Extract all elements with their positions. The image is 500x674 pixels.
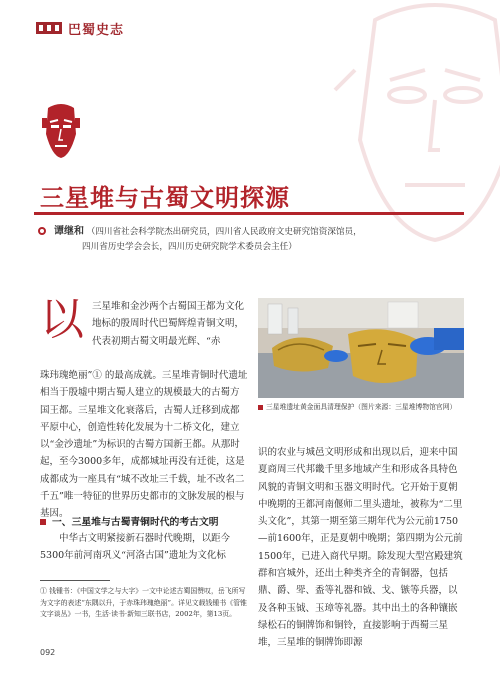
- section-heading-text: 一、三星堆与古蜀青铜时代的考古文明: [52, 517, 219, 528]
- section-heading: [40, 514, 219, 528]
- photo-caption: [258, 402, 464, 412]
- page-number: 092: [40, 648, 56, 657]
- author-affiliation-line1: （四川省社会科学院杰出研究员，四川省人民政府文史研究馆资深馆员，: [86, 227, 362, 237]
- title-underline: [34, 212, 464, 215]
- brand-header: [36, 18, 124, 38]
- author-info: [44, 224, 464, 255]
- section-marker-icon: [40, 519, 46, 525]
- footnote-divider: [40, 580, 110, 581]
- author-affiliation-line2: 四川省历史学会会长，四川历史研究院学术委员会主任）: [82, 242, 297, 252]
- brand-name: 巴蜀史志: [68, 22, 125, 38]
- intro-paragraph-top: 三星堆和金沙两个古蜀国王都为文化地标的殷周时代巴蜀辉煌青铜文明，代表初期古蜀文明最光辉、“赤: [92, 301, 245, 347]
- caption-marker-icon: [258, 405, 263, 410]
- author-name: 谭继和: [54, 226, 84, 237]
- photo-caption-text: 三星堆遗址黄金面具清理保护（图片来源：三星堆博物馆官网）: [266, 403, 457, 411]
- article-title: 三星堆与古蜀文明探源: [40, 184, 290, 212]
- intro-paragraph: 珠玮瑰绝丽”① 的最高成就。三星堆青铜时代遗址相当于殷墟中期古蜀人建立的规模最大的古蜀方国王都。三星堆文化衰落后，古蜀人迁移到成都平原中心，创造性转化发展为十二桥文化，建立以“金沙遗址”为标识的古蜀方国新王都。从那时起，至今3000多年，成都城址再没有迁徙，这是成都成为一座具有“城不改址三千载，址不改名二千五”唯一特征的世界历史都市的文脉发展的根与基因。: [40, 370, 248, 520]
- brand-emblem-icon: [36, 18, 62, 38]
- bronze-mask-icon: [42, 100, 80, 160]
- author-bullet-icon: [38, 227, 46, 235]
- right-column-text: 识的农业与城邑文明形成和出现以后，迎来中国夏商周三代邦畿千里多地域产生和形成各具特色风貌的青铜文明和玉器文明时代。它开始于夏朝中晚期的王都河南偃师二里头遗址，被称为“二里头文化”，其第一期至第三期年代为公元前1750—前1600年，正是夏朝中晚期；第四期为公元前1500年，已进入商代早期。除发现大型宫殿建筑群和宫城外，还出土种类齐全的青铜器，包括鼎、爵、斝、盉等礼器和钺、戈、镞等兵器，以及各种玉钺、玉璋等礼器。其中出土的各种镶嵌绿松石的铜牌饰和铜铃，直接影响于西蜀三星堆，三星堆的铜牌饰即源: [258, 447, 463, 649]
- section-paragraph: 中华古文明紧接新石器时代晚期，以距今5300年前河南巩义“河洛古国”遗址为文化标: [40, 533, 231, 562]
- drop-cap: 以: [40, 294, 84, 345]
- gold-mask-photo: [258, 298, 464, 398]
- footnote: ① 钱锺书：《中国文学之与大字》一文中论述古蜀国赞叹，岳飞所写为文字的表述“东隅以升，于赤珠玮瑰绝丽”。详见文载钱锺书《管锥文字谈丛》一书，生活·读书·新知三联书店，2002年，第13页。: [40, 587, 247, 618]
